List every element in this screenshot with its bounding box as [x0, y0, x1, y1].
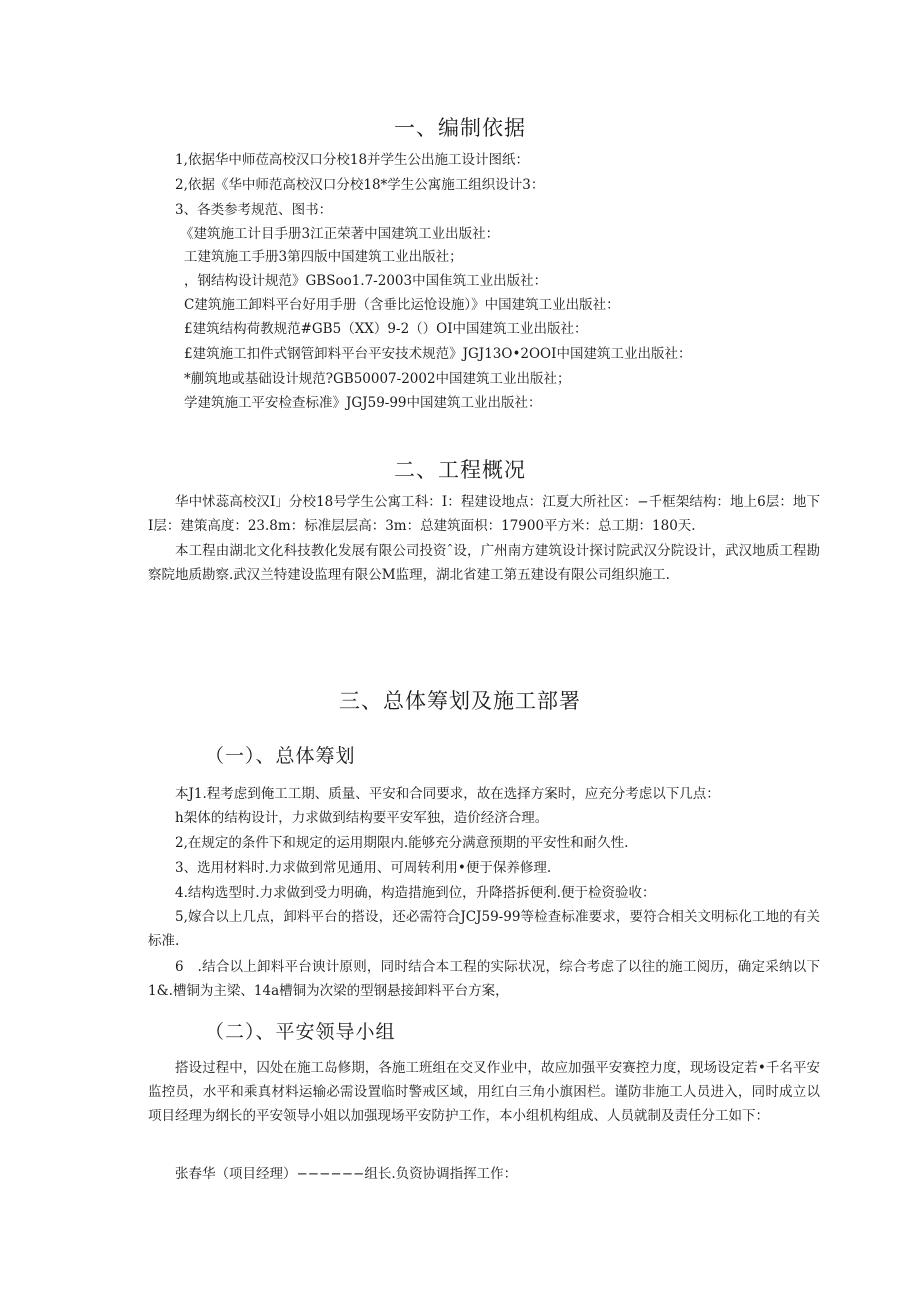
- reference-line-6: £建筑施工扣件式钢管卸料平台平安技术规范》JGJ13O•2OOI中国建筑工业出版社：: [184, 346, 692, 362]
- overview-paragraph-1: 华中怵蕊高校汉I」分校18号学生公寓工科：I：程建设地点：江夏大所社区：−千框架结构：地上6层：地下I层：建策高度：23.8m：标准层层高：3m：总建筑面枳：17900平方米：总工期：180天.: [148, 494, 820, 534]
- planning-item-1: h架体的结构设计，力求做到结构要平安军独，造价经济合理。: [175, 810, 549, 826]
- safety-team-leader-line: 张春华（项目经理）−−−−−−组长.负资协调指挥工作：: [175, 1166, 518, 1182]
- reference-line-7: *蒯筑地或基础设计规范?GB50007-2002中国建筑工业出版社；: [184, 371, 571, 387]
- basis-line-2: 2,依据《华中师范高校汉口分校18*学生公寓施工组织设计3：: [175, 177, 545, 193]
- reference-line-2: 工建筑施工手册3第四版中国建筑工业出版社；: [184, 249, 463, 265]
- reference-line-4: C建筑施工卸料平台好用手册（含垂比运怆设施）》中国建筑工业出版社：: [184, 297, 620, 313]
- reference-line-8: 学建筑施工平安检查标准》JGJ59-99中国建筑工业出版社：: [184, 395, 542, 411]
- section-2-title: 二、工程概况: [394, 458, 526, 482]
- planning-item-5: 5,嫁合以上几点，卸料平台的搭设，还必需符合JCJ59-99等检查标准要求，要符合相关文明标化工地的有关标准.: [148, 909, 820, 949]
- planning-item-2: 2,在规定的条件下和规定的运用期限内.能够充分满意预期的平安性和耐久性.: [175, 835, 629, 851]
- reference-line-1: 《建筑施工计目手册3江正荣著中国建筑工业出版社：: [180, 226, 500, 242]
- planning-intro: 本J1.程考虑到俺工工期、质量、平安和合同要求，故在选择方案时，应充分考虑以下几点：: [175, 786, 720, 802]
- reference-line-3: ，钢结构设计规范》GBSoo1.7-2003中国隹筑工业出版社：: [184, 273, 548, 289]
- planning-item-6: 6 .结合以上卸料平台谀计原则，同时结合本工程的实际状况，综合考虑了以往的施工阅历，确定采纳以下1&.槽铜为主梁、14a槽铜为次梁的型钢悬接卸料平台方案，: [148, 959, 820, 999]
- basis-line-3: 3、各类参考规范、图书：: [175, 202, 333, 218]
- planning-item-4: 4.结构选型时.力求做到受力明确，构造措施到位，升降搭拆便利.便于检资验收：: [175, 885, 656, 901]
- subsection-1-title: （一）、总体筹划: [205, 745, 356, 767]
- safety-team-paragraph: 搭设过程中，囚处在施工岛修期，各施工班组在交叉作业中，故应加强平安赛控力度，现场设定若•千名平安监控员，水平和乘真材料运输必需设置临时警戒区域，用红白三角小旗困栏。谨防非施工人员进入，同时成立以项目经理为纲长的平安领导小姐以加强现场平安防护工作，本小组机构组成、人员就制及责任分工如下：: [148, 1060, 820, 1124]
- reference-line-5: £建筑结构荷教规范#GB5（XX）9-2（）OI中国建筑工业出版社：: [184, 321, 588, 337]
- section-1-title: 一、编制依据: [394, 116, 526, 140]
- subsection-2-title: （二）、平安领导小组: [205, 1021, 396, 1043]
- section-3-title: 三、总体筹划及施工部署: [339, 689, 581, 713]
- overview-paragraph-2: 本工程由湖北文化科技教化发展有限公司投资ˆ设，广州南方建筑设计探讨院武汉分院设计，武汉地质工程勘察院地质勘察.武汉兰特建设监理有限公M监理，湖北省建工第五建设有限公司组织施工.: [148, 543, 820, 583]
- planning-item-3: 3、选用材料时.力求做到常见通用、可周转利用•便于保养修理.: [175, 860, 552, 876]
- basis-line-1: 1,依据华中师莅高校汉口分校18并学生公出施工设计图纸：: [175, 152, 530, 168]
